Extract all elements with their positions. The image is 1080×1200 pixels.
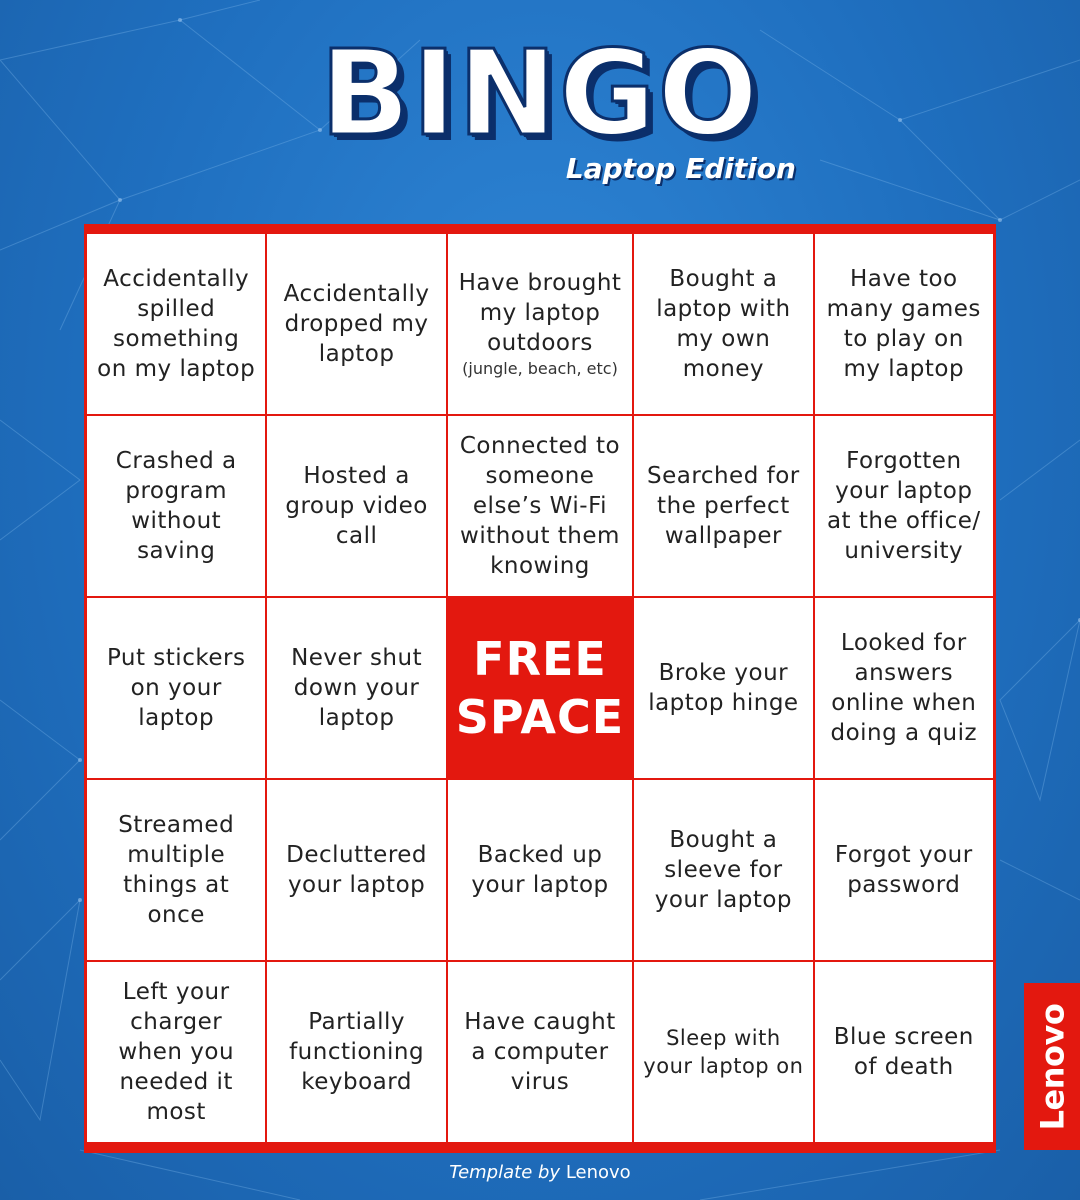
bingo-cell-text: Searched for the perfect wallpaper (647, 463, 800, 549)
lenovo-logo (1024, 983, 1080, 1150)
bingo-cell[interactable] (634, 416, 812, 596)
bingo-cell-text: Have too many games to play on my laptop (826, 266, 981, 382)
bingo-cell[interactable] (87, 962, 265, 1142)
bingo-cell[interactable] (634, 962, 812, 1142)
bingo-cell[interactable] (448, 416, 632, 596)
bingo-cell[interactable] (815, 780, 993, 960)
footer-brand: Lenovo (565, 1162, 631, 1183)
bingo-cell-note: (jungle, beach, etc) (462, 359, 618, 378)
bingo-cell[interactable] (634, 234, 812, 414)
bingo-cell[interactable] (267, 598, 445, 778)
bingo-cell-text: Bought a sleeve for your laptop (654, 827, 793, 913)
bingo-cell-text: Never shut down your laptop (291, 645, 423, 731)
bingo-cell[interactable] (267, 780, 445, 960)
bingo-cell[interactable] (634, 598, 812, 778)
bingo-cell-text: Crashed a program without saving (115, 448, 237, 564)
bingo-cell-text: Decluttered your laptop (286, 842, 428, 898)
bingo-cell[interactable] (87, 234, 265, 414)
free-space-cell[interactable] (448, 598, 632, 778)
bingo-cell[interactable] (448, 780, 632, 960)
footer-template-label: Template by (449, 1162, 561, 1183)
bingo-cell-text: Sleep with your laptop on (643, 1026, 804, 1078)
bingo-cell[interactable] (448, 234, 632, 414)
bingo-cell[interactable] (815, 598, 993, 778)
free-space-label: FREE SPACE (455, 632, 625, 744)
edition-subtitle: Laptop Edition (565, 152, 796, 185)
bingo-cell[interactable] (815, 962, 993, 1142)
bingo-cell[interactable] (815, 234, 993, 414)
bingo-cell[interactable] (267, 234, 445, 414)
bingo-cell[interactable] (87, 598, 265, 778)
bingo-cell-text: Connected to someone else’s Wi-Fi without them knowing (459, 433, 621, 579)
bingo-board (84, 224, 996, 1153)
bingo-cell-text: Accidentally dropped my laptop (283, 281, 430, 367)
bingo-cell-text: Streamed multiple things at once (118, 812, 235, 928)
bingo-cell-text: Partially functioning keyboard (289, 1009, 425, 1095)
bingo-cell-text: Blue screen of death (833, 1024, 974, 1080)
bingo-cell-text: Bought a laptop with my own money (656, 266, 791, 382)
lenovo-logo-text: Lenovo (1033, 1003, 1072, 1130)
bingo-cell-text: Put stickers on your laptop (106, 645, 246, 731)
bingo-cell-text: Broke your laptop hinge (648, 660, 799, 716)
bingo-cell-text: Have brought my laptop outdoors (458, 270, 622, 356)
footer-credit (0, 1162, 1080, 1183)
bingo-grid (87, 234, 993, 1142)
bingo-cell[interactable] (448, 962, 632, 1142)
bingo-cell[interactable] (87, 416, 265, 596)
bingo-cell-text: Forgot your password (834, 842, 973, 898)
bingo-cell[interactable] (267, 962, 445, 1142)
bingo-cell[interactable] (267, 416, 445, 596)
bingo-cell[interactable] (87, 780, 265, 960)
bingo-cell-text: Accidentally spilled something on my laptop (97, 266, 256, 382)
bingo-cell-text: Hosted a group video call (285, 463, 428, 549)
bingo-cell-text: Forgotten your laptop at the office/ university (826, 448, 981, 564)
bingo-title: BINGO (320, 24, 760, 162)
bingo-cell-text: Have caught a computer virus (464, 1009, 616, 1095)
bingo-cell-text: Left your charger when you needed it most (118, 979, 235, 1125)
bingo-cell[interactable] (634, 780, 812, 960)
bingo-cell-text: Looked for answers online when doing a quiz (830, 630, 978, 746)
bingo-cell-text: Backed up your laptop (471, 842, 609, 898)
bingo-cell[interactable] (815, 416, 993, 596)
